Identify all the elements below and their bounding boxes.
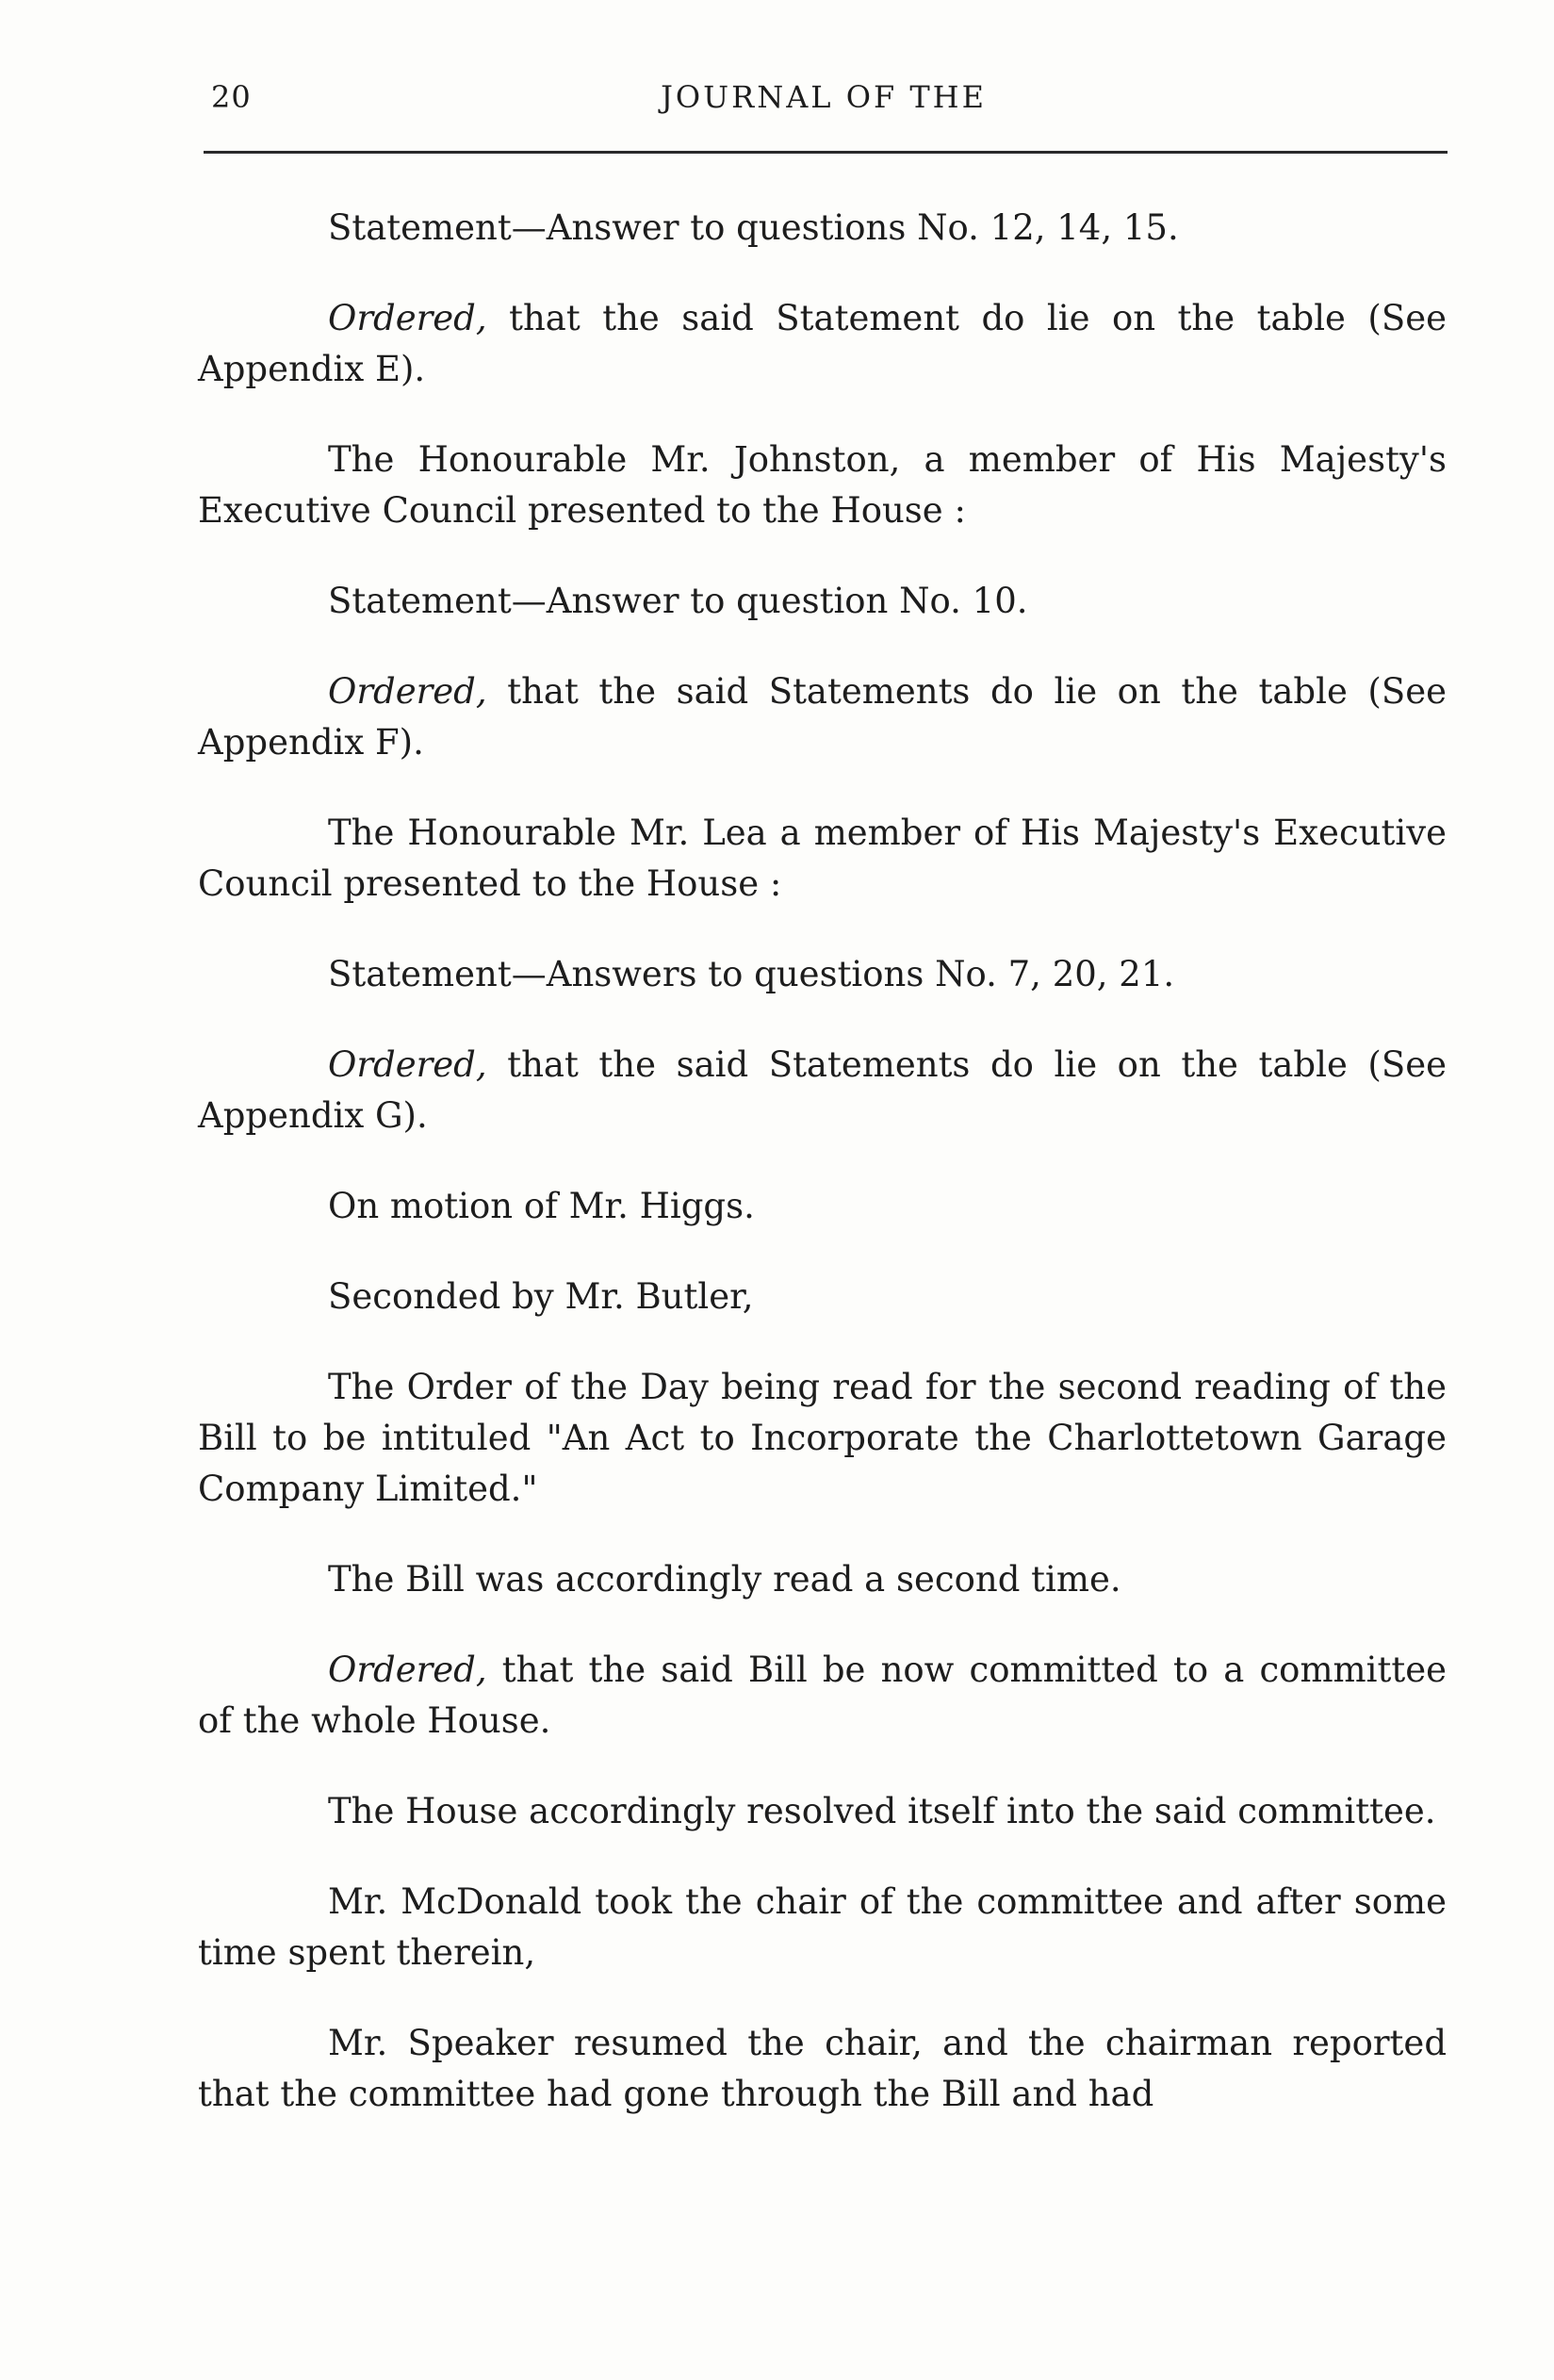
running-title: JOURNAL OF THE xyxy=(661,79,987,115)
paragraph-ordered-appendix-f: Ordered, that the said Statements do lie on the table (See Appendix F). xyxy=(198,671,1447,763)
paragraph-statement-answer-10: Statement—Answer to question No. 10. xyxy=(328,581,1028,621)
paragraph-ordered-appendix-e: Ordered, that the said Statement do lie on the table (See Appendix E). xyxy=(198,298,1447,389)
paragraph-motion-higgs: On motion of Mr. Higgs. xyxy=(328,1186,755,1226)
page-header xyxy=(204,79,1444,136)
paragraph-seconded-butler: Seconded by Mr. Butler, xyxy=(328,1276,754,1317)
paragraph-order-of-day: The Order of the Day being read for the second reading of the Bill to be intituled "An Act to Incorporate the Charlottetown Garage Company Limited." xyxy=(198,1367,1447,1509)
paragraph-statement-answers-12-14-15: Statement—Answer to questions No. 12, 14, 15. xyxy=(328,207,1179,248)
paragraph-lea-presented: The Honourable Mr. Lea a member of His Majesty's Executive Council presented to the House : xyxy=(198,812,1447,904)
journal-body xyxy=(198,203,1447,2120)
header-rule xyxy=(204,151,1448,154)
paragraph-statement-answers-7-20-21: Statement—Answers to questions No. 7, 20, 21. xyxy=(328,954,1175,994)
paragraph-ordered-appendix-g: Ordered, that the said Statements do lie on the table (See Appendix G). xyxy=(198,1044,1447,1136)
paragraph-speaker-resumed: Mr. Speaker resumed the chair, and the chairman reported that the committee had gone through the Bill and had xyxy=(198,2023,1447,2114)
paragraph-bill-second-time: The Bill was accordingly read a second time. xyxy=(328,1559,1121,1600)
paragraph-mcdonald-chair: Mr. McDonald took the chair of the committee and after some time spent therein, xyxy=(198,1881,1447,1973)
paragraph-ordered-committee: Ordered, that the said Bill be now committed to a committee of the whole House. xyxy=(198,1650,1447,1741)
paragraph-house-resolved: The House accordingly resolved itself into the said committee. xyxy=(328,1791,1436,1831)
page-number: 20 xyxy=(211,79,252,115)
paragraph-johnston-presented: The Honourable Mr. Johnston, a member of His Majesty's Executive Council presented to the House : xyxy=(198,439,1447,531)
